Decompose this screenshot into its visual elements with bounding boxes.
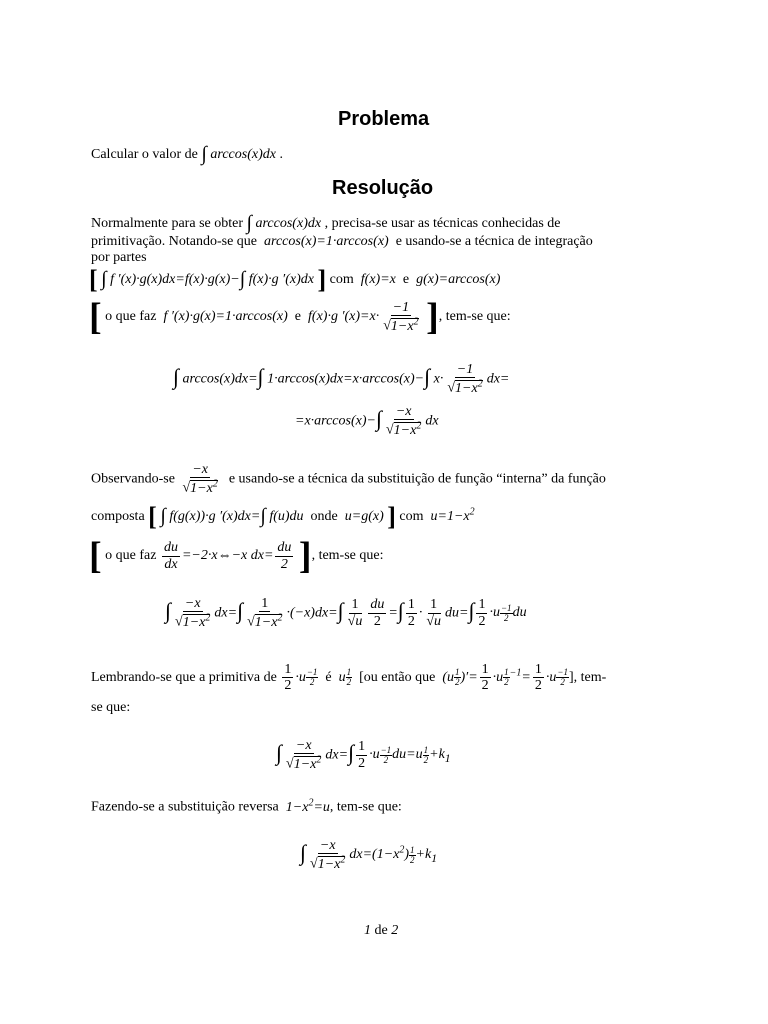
integral-sign: ∫ bbox=[300, 840, 307, 866]
math-expression: g(x)=arccos(x) bbox=[416, 272, 501, 287]
integral-sign: ∫ bbox=[201, 143, 207, 165]
fraction: $\frac{-x}{√1-x^2}$ bbox=[385, 404, 422, 439]
para-text: com bbox=[329, 272, 354, 287]
math-expression: $u=1-x^2$ bbox=[430, 506, 475, 524]
math-expression: $dx=(1-x^2)$ $\frac{1}{2}$ $+k_1$ bbox=[349, 844, 438, 866]
bracket: [ bbox=[89, 264, 98, 294]
integral-sign: ∫ bbox=[239, 268, 246, 290]
math-expression: =−2·x⇔−x dx= bbox=[181, 548, 274, 564]
bracket: [ bbox=[148, 501, 157, 531]
math-expression: u $\frac{1}{2}$ bbox=[338, 667, 352, 688]
fraction: $\frac{du}{dx}$ bbox=[163, 540, 178, 572]
para-text: com bbox=[399, 509, 424, 524]
fraction: $\frac{-1}{√1-x^2}$ bbox=[383, 299, 419, 334]
problem-text: Calcular o valor de bbox=[91, 147, 198, 162]
equation-2: ∫ $\frac{-x}{√1-x^2}$ dx=∫ $\frac{1}{√1-x^2}$ ·(−x)dx=∫ $\frac{1}{√u}$ $\frac{du}{2}$ =∫ $\frac{1}{2}$ · $\frac{1}{√u}$ du=∫ $\frac{1}{2}$ ·u $\frac{-1}{2}$ du bbox=[165, 596, 527, 631]
para-text: o que faz bbox=[105, 548, 157, 564]
equation-4 bbox=[300, 838, 437, 872]
math-expression: arccos(x)dx= bbox=[179, 371, 258, 387]
equation-1-line-2 bbox=[295, 404, 439, 438]
integral-sign: ∫ bbox=[237, 598, 244, 624]
para-text: Normalmente para se obter bbox=[91, 216, 243, 231]
math-expression: dx= bbox=[214, 605, 238, 621]
para-text: , tem-se que: bbox=[329, 799, 402, 815]
integral-sign: ∫ bbox=[337, 598, 344, 624]
math-expression: x· bbox=[430, 371, 444, 387]
page-total: 2 bbox=[391, 923, 399, 938]
bracket: ] bbox=[387, 501, 396, 531]
math-expression: ·u $\frac{-1}{2}$ du bbox=[489, 602, 527, 623]
fraction: $\frac{1}{2}$ bbox=[481, 662, 489, 694]
integral-sign: ∫ bbox=[260, 505, 266, 527]
equation-1-line-1 bbox=[173, 362, 509, 396]
para-text: e usando-se a técnica de integração bbox=[395, 234, 593, 249]
integral-sign: ∫ bbox=[246, 212, 252, 234]
math-expression: =x·arccos(x)− bbox=[295, 413, 376, 429]
fraction: $\frac{du}{2}$ bbox=[370, 597, 385, 629]
para-text: , tem-se que: bbox=[311, 548, 384, 564]
fraction: $\frac{-x}{√1-x^2}$ bbox=[175, 596, 211, 631]
resolution-heading: Resolução bbox=[332, 177, 434, 199]
integral-sign: ∫ bbox=[173, 364, 180, 390]
lembrando-line-1 bbox=[91, 662, 606, 694]
math-expression: f ′(x)·g(x)=1·arccos(x) bbox=[163, 309, 288, 325]
integral-sign: ∫ bbox=[397, 598, 404, 624]
o-que-faz-line-2 bbox=[89, 537, 383, 575]
math-expression: dx= bbox=[486, 371, 510, 387]
para-text: [ou então que bbox=[359, 670, 436, 686]
observando-line-2 bbox=[91, 503, 475, 530]
fraction: $\frac{1}{2}$ bbox=[534, 662, 542, 694]
by-parts-formula bbox=[89, 266, 500, 293]
math-expression: ·u $\frac{1}{2}$ $^{-1}$= bbox=[492, 667, 531, 688]
fraction: $\frac{1}{√u}$ bbox=[426, 597, 441, 629]
para-text: Lembrando-se que a primitiva de bbox=[91, 670, 277, 686]
fazendo-line bbox=[91, 797, 402, 816]
observando-line-1 bbox=[91, 462, 606, 496]
math-expression: ·u $\frac{-1}{2}$ du=u $\frac{1}{2}$ $+k_1$ bbox=[369, 744, 451, 766]
integral-sign: ∫ bbox=[424, 364, 431, 390]
integral-sign: ∫ bbox=[348, 740, 355, 766]
lembrando-line-2: se que: bbox=[91, 700, 131, 715]
integral-sign: ∫ bbox=[165, 598, 172, 624]
para-text: primitivação. Notando-se que bbox=[91, 234, 258, 249]
page-number: 1 bbox=[364, 923, 371, 938]
math-expression: arccos(x)dx bbox=[210, 147, 276, 162]
fraction: $\frac{1}{2}$ bbox=[284, 662, 292, 694]
integral-sign: ∫ bbox=[257, 364, 264, 390]
fraction: $\frac{-x}{√1-x^2}$ bbox=[310, 838, 346, 873]
problem-statement: Calcular o valor de ∫ arccos(x)dx . bbox=[91, 143, 283, 165]
math-expression: f ′(x)·g(x)dx=f(x)·g(x)− bbox=[110, 272, 240, 287]
paragraph-1-line-3: por partes bbox=[91, 250, 147, 265]
math-expression: f(u)du bbox=[265, 509, 304, 524]
math-expression: $1-x^2=u$ bbox=[285, 797, 330, 815]
para-text: , precisa-se usar as técnicas conhecidas de bbox=[324, 216, 561, 231]
integral-sign: ∫ bbox=[160, 505, 166, 527]
integral-sign: ∫ bbox=[101, 268, 107, 290]
para-text: Observando-se bbox=[91, 471, 175, 487]
math-expression: = bbox=[388, 605, 398, 621]
bracket: [ bbox=[89, 535, 102, 577]
fraction: $\frac{1}{√1-x^2}$ bbox=[247, 596, 283, 631]
para-text: e bbox=[294, 309, 302, 325]
para-text: onde bbox=[310, 509, 338, 524]
integral-sign: ∫ bbox=[375, 406, 382, 432]
fraction: $\frac{-1}{√1-x^2}$ bbox=[447, 362, 483, 397]
math-expression: 1·arccos(x)dx=x·arccos(x)− bbox=[263, 371, 425, 387]
fraction: $\frac{-x}{√1-x^2}$ bbox=[286, 738, 322, 773]
math-expression: f(x)·g ′(x)dx bbox=[245, 272, 314, 287]
math-expression: f(x)=x bbox=[360, 272, 396, 287]
fraction: $\frac{1}{2}$ bbox=[478, 597, 486, 629]
fraction: $\frac{1}{√u}$ bbox=[347, 597, 363, 629]
fraction: $\frac{1}{2}$ bbox=[358, 739, 366, 771]
para-text: é bbox=[325, 670, 332, 686]
bracket: ] bbox=[317, 264, 327, 294]
integral-sign: ∫ bbox=[468, 598, 475, 624]
para-text: ], tem- bbox=[568, 670, 607, 686]
paragraph-1-line-2 bbox=[91, 234, 593, 250]
footer-de: de bbox=[374, 923, 388, 938]
para-text: o que faz bbox=[105, 309, 157, 325]
bracket: ] bbox=[426, 296, 439, 338]
integral-sign: ∫ bbox=[276, 740, 283, 766]
problem-heading: Problema bbox=[338, 108, 430, 130]
page-footer bbox=[364, 923, 398, 939]
math-expression: du= bbox=[445, 605, 469, 621]
para-text: e usando-se a técnica da substituição de função “interna” da função bbox=[228, 471, 606, 487]
math-expression: f(x)·g ′(x)=x· bbox=[308, 309, 380, 325]
math-expression: ·(−x)dx= bbox=[286, 605, 338, 621]
fraction: $\frac{du}{2}$ bbox=[277, 540, 292, 572]
math-expression: ·u $\frac{-1}{2}$ bbox=[545, 667, 568, 688]
fraction: $\frac{-x}{√1-x^2}$ bbox=[182, 462, 218, 497]
math-expression: u=g(x) bbox=[344, 509, 384, 524]
para-text: , tem-se que: bbox=[438, 309, 511, 325]
math-expression: dx= bbox=[325, 747, 349, 763]
para-text: e bbox=[402, 272, 410, 287]
para-text: Fazendo-se a substituição reversa bbox=[91, 799, 279, 815]
math-expression: arccos(x)=1·arccos(x) bbox=[264, 234, 393, 249]
equation-3 bbox=[276, 738, 451, 772]
math-expression: (u $\frac{1}{2}$ )′= bbox=[442, 667, 478, 688]
bracket: [ bbox=[89, 296, 102, 338]
math-expression: dx bbox=[425, 413, 439, 429]
para-text: composta bbox=[91, 509, 145, 524]
math-expression: ·u $\frac{-1}{2}$ bbox=[295, 667, 318, 688]
paragraph-1-line-1 bbox=[91, 210, 561, 233]
o-que-faz-line-1 bbox=[89, 298, 511, 336]
fraction: $\frac{1}{2}$ bbox=[407, 597, 415, 629]
bracket: ] bbox=[298, 535, 312, 577]
math-expression: arccos(x)dx bbox=[255, 216, 322, 231]
math-expression: f(g(x))·g ′(x)dx= bbox=[165, 509, 261, 524]
